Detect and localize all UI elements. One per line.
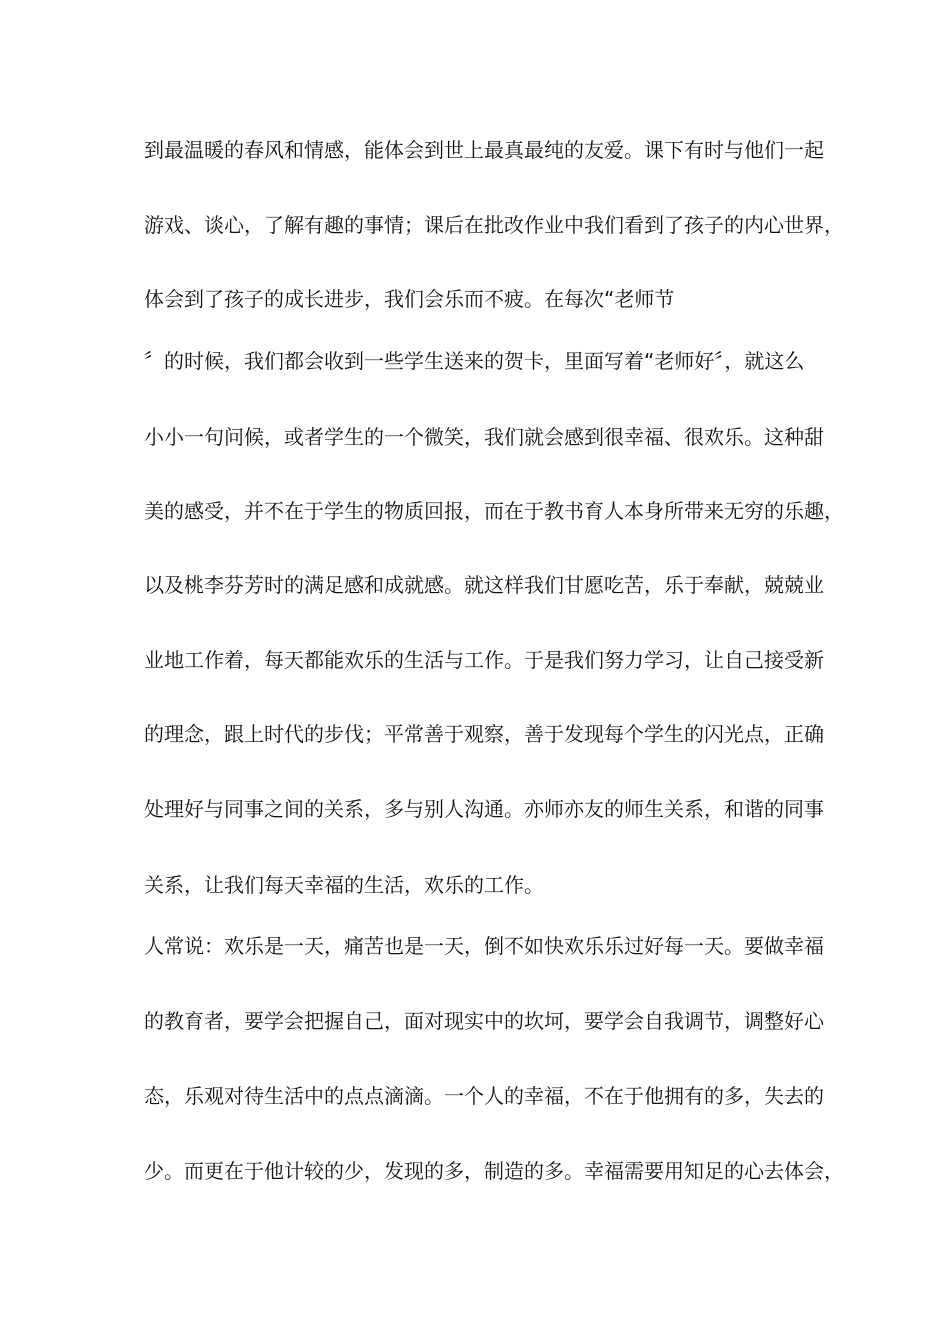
text-line: 少。而更在于他计较的少，发现的多，制造的多。幸福需要用知足的心去体会， [144, 1159, 844, 1183]
text-line: 到最温暖的春风和情感，能体会到世上最真最纯的友爱。课下有时与他们一起 [144, 138, 824, 162]
text-line: 人常说：欢乐是一天，痛苦也是一天，倒不如快欢乐乐过好每一天。要做幸福 [144, 934, 824, 958]
text-line: 美的感受，并不在于学生的物质回报，而在于教书育人本身所带来无穷的乐趣， [144, 499, 844, 523]
text-line: 游戏、谈心，了解有趣的事情；课后在批改作业中我们看到了孩子的内心世界， [144, 213, 844, 237]
text-line: 处理好与同事之间的关系，多与别人沟通。亦师亦友的师生关系，和谐的同事 [144, 797, 824, 821]
text-line: 体会到了孩子的成长进步，我们会乐而不疲。在每次“老师节 [144, 287, 675, 311]
text-line: 以及桃李芬芳时的满足感和成就感。就这样我们甘愿吃苦，乐于奉献，兢兢业 [144, 573, 824, 597]
text-line: 的教育者，要学会把握自己，面对现实中的坎坷，要学会自我调节，调整好心 [144, 1009, 824, 1033]
text-line: 小小一句问候，或者学生的一个微笑，我们就会感到很幸福、很欢乐。这种甜 [144, 425, 824, 449]
text-line: 的理念，跟上时代的步伐；平常善于观察，善于发现每个学生的闪光点，正确 [144, 722, 824, 746]
text-line: 〞的时候，我们都会收到一些学生送来的贺卡，里面写着“老师好〞，就这么 [144, 349, 805, 373]
text-line: 关系，让我们每天幸福的生活，欢乐的工作。 [144, 873, 544, 897]
text-line: 业地工作着，每天都能欢乐的生活与工作。于是我们努力学习，让自己接受新 [144, 648, 824, 672]
text-line: 态，乐观对待生活中的点点滴滴。一个人的幸福，不在于他拥有的多，失去的 [144, 1084, 824, 1108]
